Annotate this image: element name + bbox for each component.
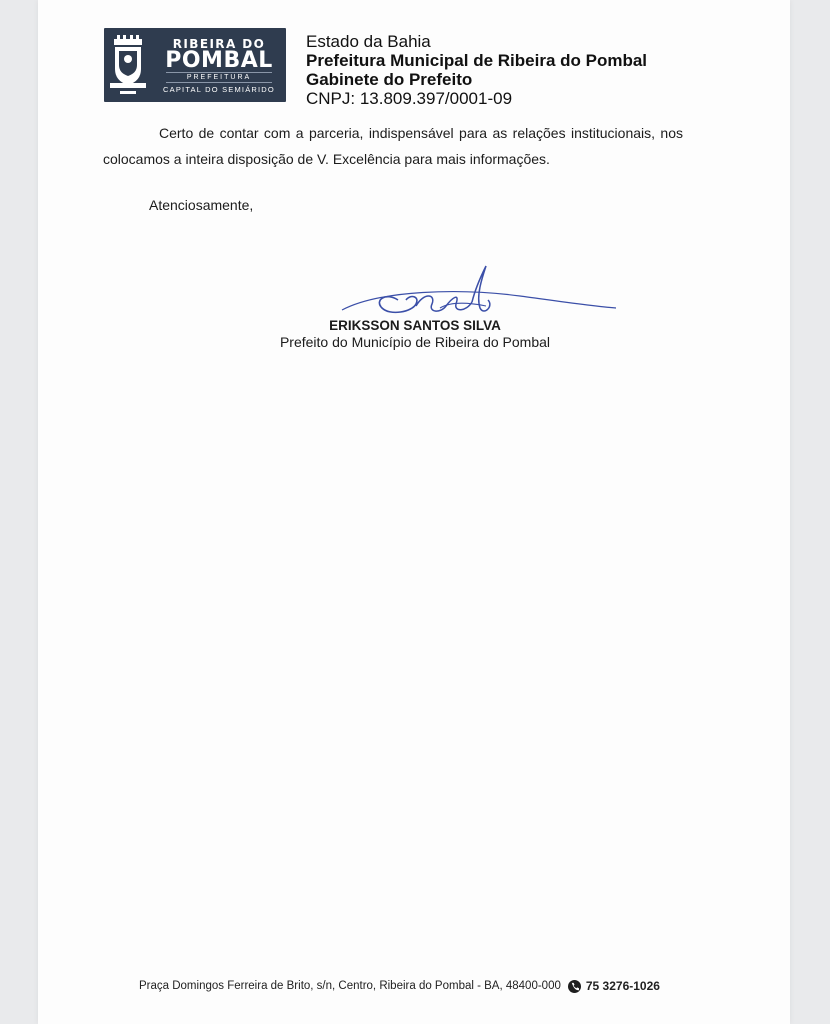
footer-phone: 75 3276-1026: [585, 979, 660, 993]
prefecture-name: Prefeitura Municipal de Ribeira do Pombal: [306, 51, 648, 70]
handwritten-signature: [290, 262, 620, 326]
coat-of-arms-icon: [108, 33, 148, 99]
bleed-through: [330, 174, 333, 188]
closing: Atenciosamente,: [149, 197, 254, 213]
logo-line-3: PREFEITURA: [166, 72, 272, 83]
body-paragraph: Certo de contar com a parceria, indispensável para as relações institucionais, nos colocamos a inteira disposição de V. Excelência para mais informações.: [103, 125, 683, 167]
footer-address: Praça Domingos Ferreira de Brito, s/n, Centro, Ribeira do Pombal - BA, 48400-000: [139, 980, 561, 992]
logo-line-1: RIBEIRA DO: [172, 37, 266, 51]
footer: [139, 979, 660, 993]
letter-body: [103, 120, 683, 172]
letterhead: [306, 32, 647, 108]
logo-line-2: POMBAL: [165, 48, 273, 73]
prefecture-logo: [104, 28, 286, 102]
office-name: Gabinete do Prefeito: [306, 70, 473, 89]
signer-role: Prefeito do Município de Ribeira do Pombal: [279, 334, 551, 350]
logo-line-4: CAPITAL DO SEMIÁRIDO: [163, 85, 275, 94]
signer-name: ERIKSSON SANTOS SILVA: [329, 318, 501, 333]
cnpj: CNPJ: 13.809.397/0001-09: [306, 89, 513, 108]
phone-icon: [568, 980, 581, 993]
state-name: Estado da Bahia: [306, 32, 431, 51]
